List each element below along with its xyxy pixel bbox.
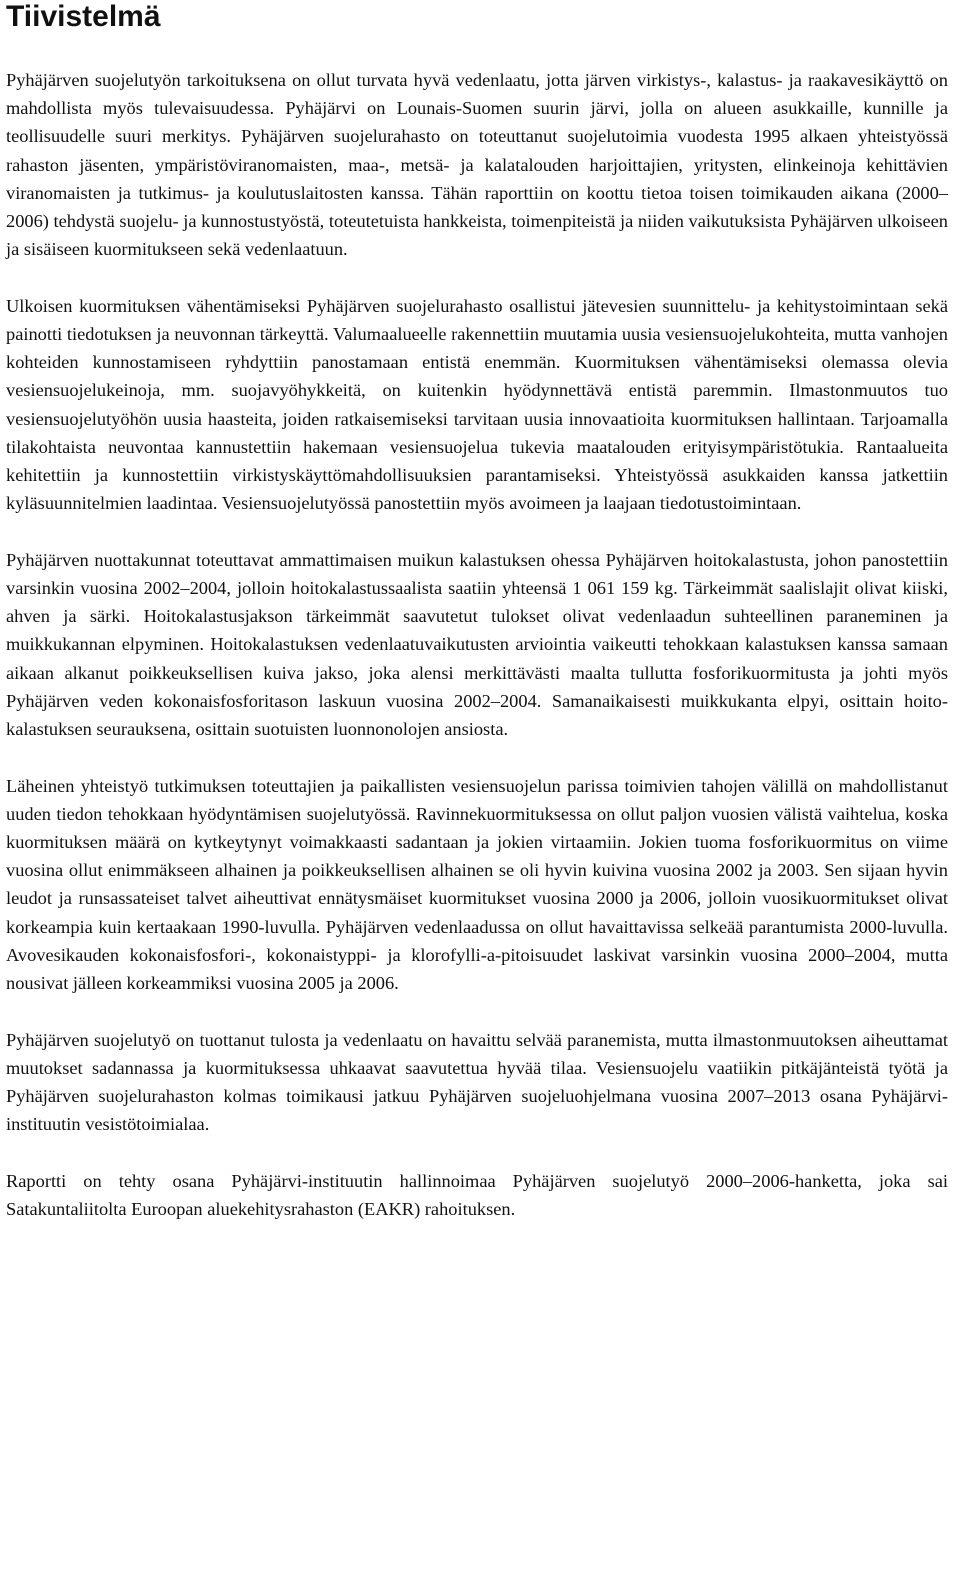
page-title: Tiivistelmä bbox=[6, 0, 161, 33]
paragraph-results: Pyhäjärven suojelutyö on tuottanut tulosta ja vedenlaatu on havaittu selvää paranemista, mutta ilmastonmuutoksen aiheuttamat muutokset sadannassa ja kuormituksessa uhkaavat saavutettua hyvää tilaa. Vesiensuojelu vaatiikin pitkäjänteistä työtä ja Pyhäjärven suojelurahaston kolmas toimikausi jatkuu Pyhäjärven suojeluohjelmana vuosina 2007–2013 osana Pyhäjärvi-instituutin vesistötoimialaa. bbox=[6, 1029, 948, 1135]
paragraph-research: Läheinen yhteistyö tutkimuksen toteuttajien ja paikallisten vesiensuojelun parissa toimivien tahojen välillä on mahdollistanut uuden tiedon tehokkaan hyödyntämisen suojelutyössä. Ravinnekuormituksessa on ollut paljon vuosien välistä vaihtelua, koska kuormituksen määrä on kytkeytynyt voimakkaasti sadantaan ja jokien virtaamiin. Jokien tuoma fosforikuormitus on viime vuosina ollut enimmäkseen alhainen ja poikkeuksellisen alhainen se oli hyvin kuivina vuosina 2002 ja 2003. Sen sijaan hyvin leudot ja runsassateiset talvet aiheuttivat ennätysmäiset kuormitukset vuosina 2000 ja 2006, jolloin vuosikuormitukset olivat korkeampia kuin kertaakaan 1990-luvulla. Pyhäjärven vedenlaadussa on ollut havaittavissa selkeää parantumista 2000-luvulla. Avovesikauden kokonaisfosfori-, kokonaistyppi- ja klorofylli-a-pitoisuudet laskivat varsinkin vuosina 2000–2004, mutta nousivat jälleen korkeammiksi vuosina 2005 ja 2006. bbox=[6, 775, 948, 994]
paragraph-intro: Pyhäjärven suojelutyön tarkoituksena on ollut turvata hyvä vedenlaatu, jotta järven virkistys-, kalastus- ja raakavesikäyttö on mahdollista myös tulevaisuudessa. Pyhäjärvi on Lounais-Suomen suurin järvi, jolla on alueen asukkaille, kunnille ja teollisuudelle suuri merkitys. Pyhäjärven suojelurahasto on toteuttanut suojelutoimia vuodesta 1995 alkaen yhteistyössä rahaston jäsenten, ympäristöviranomaisten, maa-, metsä- ja kalatalouden harjoittajien, yritysten, elinkeinoja kehittävien viranomaisten ja tutkimus- ja koulutuslaitosten kanssa. Tähän raporttiin on koottu tietoa toisen toimikauden aikana (2000–2006) tehdystä suojelu- ja kunnostustyöstä, toteutetuista hankkeista, toimenpiteistä ja niiden vaikutuksista Pyhäjärven ulkoiseen ja sisäiseen kuormitukseen sekä vedenlaatuun. bbox=[6, 70, 948, 260]
paragraph-external-load: Ulkoisen kuormituksen vähentämiseksi Pyhäjärven suojelurahasto osallistui jätevesien suunnittelu- ja kehitystoimintaan sekä painotti tiedotuksen ja neuvonnan tärkeyttä. Valumaalueelle rakennettiin muutamia uusia vesiensuojelukohteita, mutta vanhojen kohteiden kunnostamiseen ryhdyttiin panostamaan entistä enemmän. Kuormituksen vähentämiseksi olemassa olevia vesiensuojelukeinoja, mm. suojavyöhykkeitä, on kuitenkin hyödynnettävä entistä paremmin. Ilmastonmuutos tuo vesiensuojelutyöhön uusia haasteita, joiden ratkaisemiseksi tarvitaan uusia innovaatioita kuormituksen hallintaan. Tarjoamalla tilakohtaista neuvontaa kannustettiin hakemaan vesiensuojelua tukevia maatalouden erityisympäristötukia. Rantaalueita kehitettiin ja kunnostettiin virkistyskäyttömahdollisuuksien parantamiseksi. Yhteistyössä asukkaiden kanssa jatkettiin kyläsuunnitelmien laadintaa. Vesiensuojelutyössä panostettiin myös avoimeen ja laajaan tiedotustoimintaan. bbox=[6, 295, 948, 514]
document-page bbox=[6, 0, 948, 1223]
paragraph-fishing: Pyhäjärven nuottakunnat toteuttavat ammattimaisen muikun kalastuksen ohessa Pyhäjärven hoitokalastusta, johon panostettiin varsinkin vuosina 2002–2004, jolloin hoitokalastussaalista saatiin yhteensä 1 061 159 kg. Tärkeimmät saalislajit olivat kiiski, ahven ja särki. Hoitokalastusjakson tärkeimmät saavutetut tulokset olivat vedenlaadun suhteellinen paraneminen ja muikkukannan elpyminen. Hoitokalastuksen vedenlaatuvaikutusten arviointia vaikeutti tehokkaan kalastuksen kanssa samaan aikaan alkanut poikkeuksellisen kuiva jakso, joka alensi merkittävästi maalta tullutta fosforikuormitusta ja johti myös Pyhäjärven veden kokonaisfosforitason laskuun vuosina 2002–2004. Samanaikaisesti muikkukanta elpyi, osittain hoitokalastuksen seurauksena, osittain suotuisten luonnonolojen ansiosta. bbox=[6, 549, 948, 740]
paragraph-funding: Raportti on tehty osana Pyhäjärvi-instituutin hallinnoimaa Pyhäjärven suojelutyö 2000–2006-hanketta, joka sai Satakuntaliitolta Euroopan aluekehitysrahaston (EAKR) rahoituksen. bbox=[6, 1170, 948, 1220]
